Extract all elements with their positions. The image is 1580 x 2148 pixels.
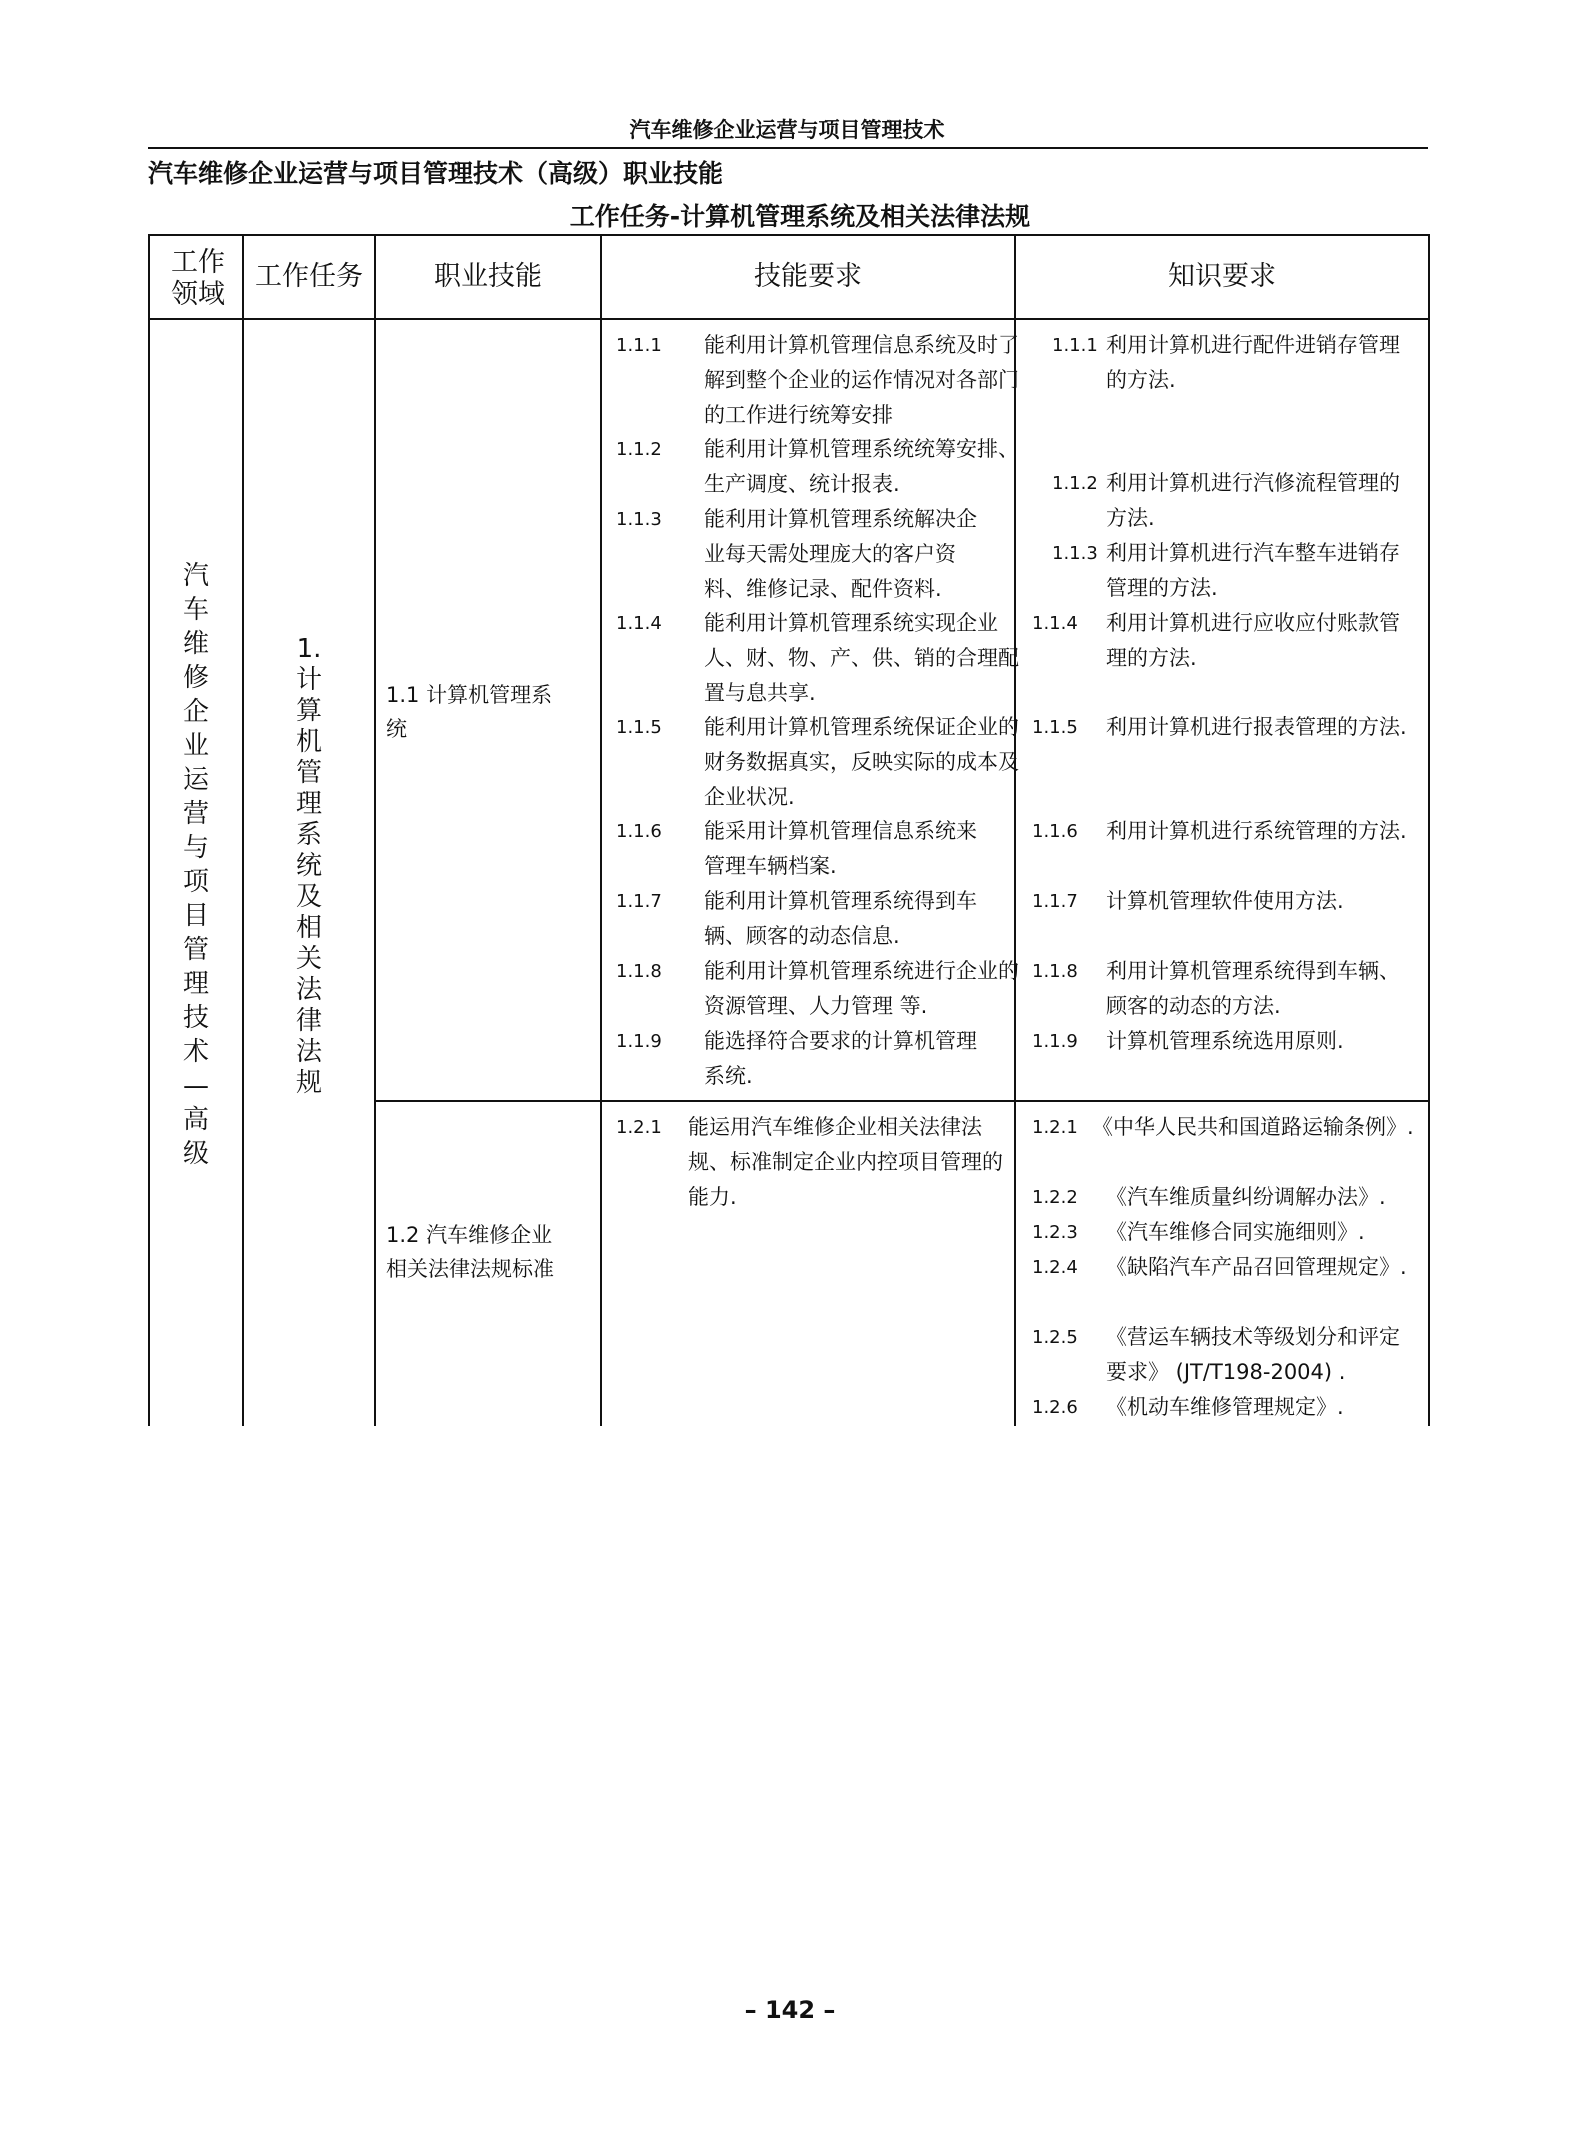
page-number: – 142 – <box>744 1996 836 2024</box>
knowledge-requirement-item: 1.1.3 利用计算机进行汽车整车进销存管理的方法. <box>1052 541 1400 600</box>
knowledge-requirement-item: 1.2.2 《汽车维质量纠纷调解办法》. <box>1032 1185 1386 1209</box>
header-knowledge-requirements: 知识要求 <box>1168 261 1276 292</box>
skill-requirement-item: 1.2.1 能运用汽车维修企业相关法律法规、标准制定企业内控项目管理的能力. <box>616 1115 1003 1209</box>
header-rule <box>148 147 1428 149</box>
skill-requirement-item: 1.1.9 能选择符合要求的计算机管理系统. <box>616 1029 977 1088</box>
skill-requirement-item: 1.1.2 能利用计算机管理系统统筹安排、生产调度、统计报表. <box>616 437 1019 496</box>
knowledge-requirement-item: 1.2.1 《中华人民共和国道路运输条例》. <box>1032 1115 1414 1139</box>
col-divider-2 <box>374 236 376 1426</box>
skill-requirement-item: 1.1.8 能利用计算机管理系统进行企业的资源管理、人力管理 等. <box>616 959 1019 1018</box>
skill-requirement-item: 1.1.3 能利用计算机管理系统解决企业每天需处理庞大的客户资料、维修记录、配件资料. <box>616 507 977 601</box>
work-task-text: 1. 计 算 机 管 理 系 统 及 相 关 法 律 法 规 <box>295 634 322 1098</box>
knowledge-requirement-item: 1.2.5 《营运车辆技术等级划分和评定要求》 (JT/T198-2004) . <box>1032 1325 1400 1384</box>
header-skill-requirements: 技能要求 <box>754 261 862 292</box>
knowledge-requirement-item: 1.1.7 计算机管理软件使用方法. <box>1032 889 1344 913</box>
knowledge-requirement-item: 1.2.4 《缺陷汽车产品召回管理规定》. <box>1032 1255 1407 1279</box>
skill-label: 1.1 计算机管理系统 <box>386 683 553 741</box>
skill-requirement-item: 1.1.7 能利用计算机管理系统得到车辆、顾客的动态信息. <box>616 889 977 948</box>
knowledge-requirement-item: 1.1.9 计算机管理系统选用原则. <box>1032 1029 1344 1053</box>
running-header: 汽车维修企业运营与项目管理技术 <box>629 118 945 142</box>
skill-row-divider <box>376 1100 1428 1102</box>
knowledge-requirement-item: 1.1.6 利用计算机进行系统管理的方法. <box>1032 819 1407 843</box>
knowledge-requirement-item: 1.1.4 利用计算机进行应收应付账款管理的方法. <box>1032 611 1400 670</box>
skill-requirement-item: 1.1.4 能利用计算机管理系统实现企业人、财、物、产、供、销的合理配置与息共享. <box>616 611 1019 705</box>
knowledge-requirement-item: 1.2.3 《汽车维修合同实施细则》. <box>1032 1220 1365 1244</box>
skill-requirement-item: 1.1.6 能采用计算机管理信息系统来管理车辆档案. <box>616 819 977 878</box>
header-work-domain: 工作领域 <box>171 247 225 310</box>
knowledge-requirement-item: 1.1.2 利用计算机进行汽修流程管理的方法. <box>1052 471 1400 530</box>
header-skill: 职业技能 <box>434 261 542 292</box>
knowledge-requirement-item: 1.1.8 利用计算机管理系统得到车辆、顾客的动态的方法. <box>1032 959 1400 1018</box>
knowledge-requirement-item: 1.1.1 利用计算机进行配件进销存管理的方法. <box>1052 333 1400 392</box>
skills-table <box>148 234 1430 1426</box>
knowledge-requirement-item: 1.2.6 《机动车维修管理规定》. <box>1032 1395 1344 1419</box>
skill-requirement-item: 1.1.1 能利用计算机管理信息系统及时了解到整个企业的运作情况对各部门的工作进行统筹安排 <box>616 333 1019 427</box>
document-title: 汽车维修企业运营与项目管理技术（高级）职业技能 <box>148 159 724 188</box>
col-divider-3 <box>600 236 602 1426</box>
skill-label: 1.2 汽车维修企业相关法律法规标准 <box>386 1223 554 1281</box>
skill-requirement-item: 1.1.5 能利用计算机管理系统保证企业的财务数据真实，反映实际的成本及企业状况. <box>616 715 1019 809</box>
knowledge-requirement-item: 1.1.5 利用计算机进行报表管理的方法. <box>1032 715 1407 739</box>
work-domain-text: 汽 车 维 修 企 业 运 营 与 项 目 管 理 技 术 — 高 级 <box>182 561 209 1169</box>
header-bottom-rule <box>150 318 1428 320</box>
header-work-task: 工作任务 <box>255 261 363 292</box>
table-title: 工作任务-计算机管理系统及相关法律法规 <box>569 202 1031 231</box>
